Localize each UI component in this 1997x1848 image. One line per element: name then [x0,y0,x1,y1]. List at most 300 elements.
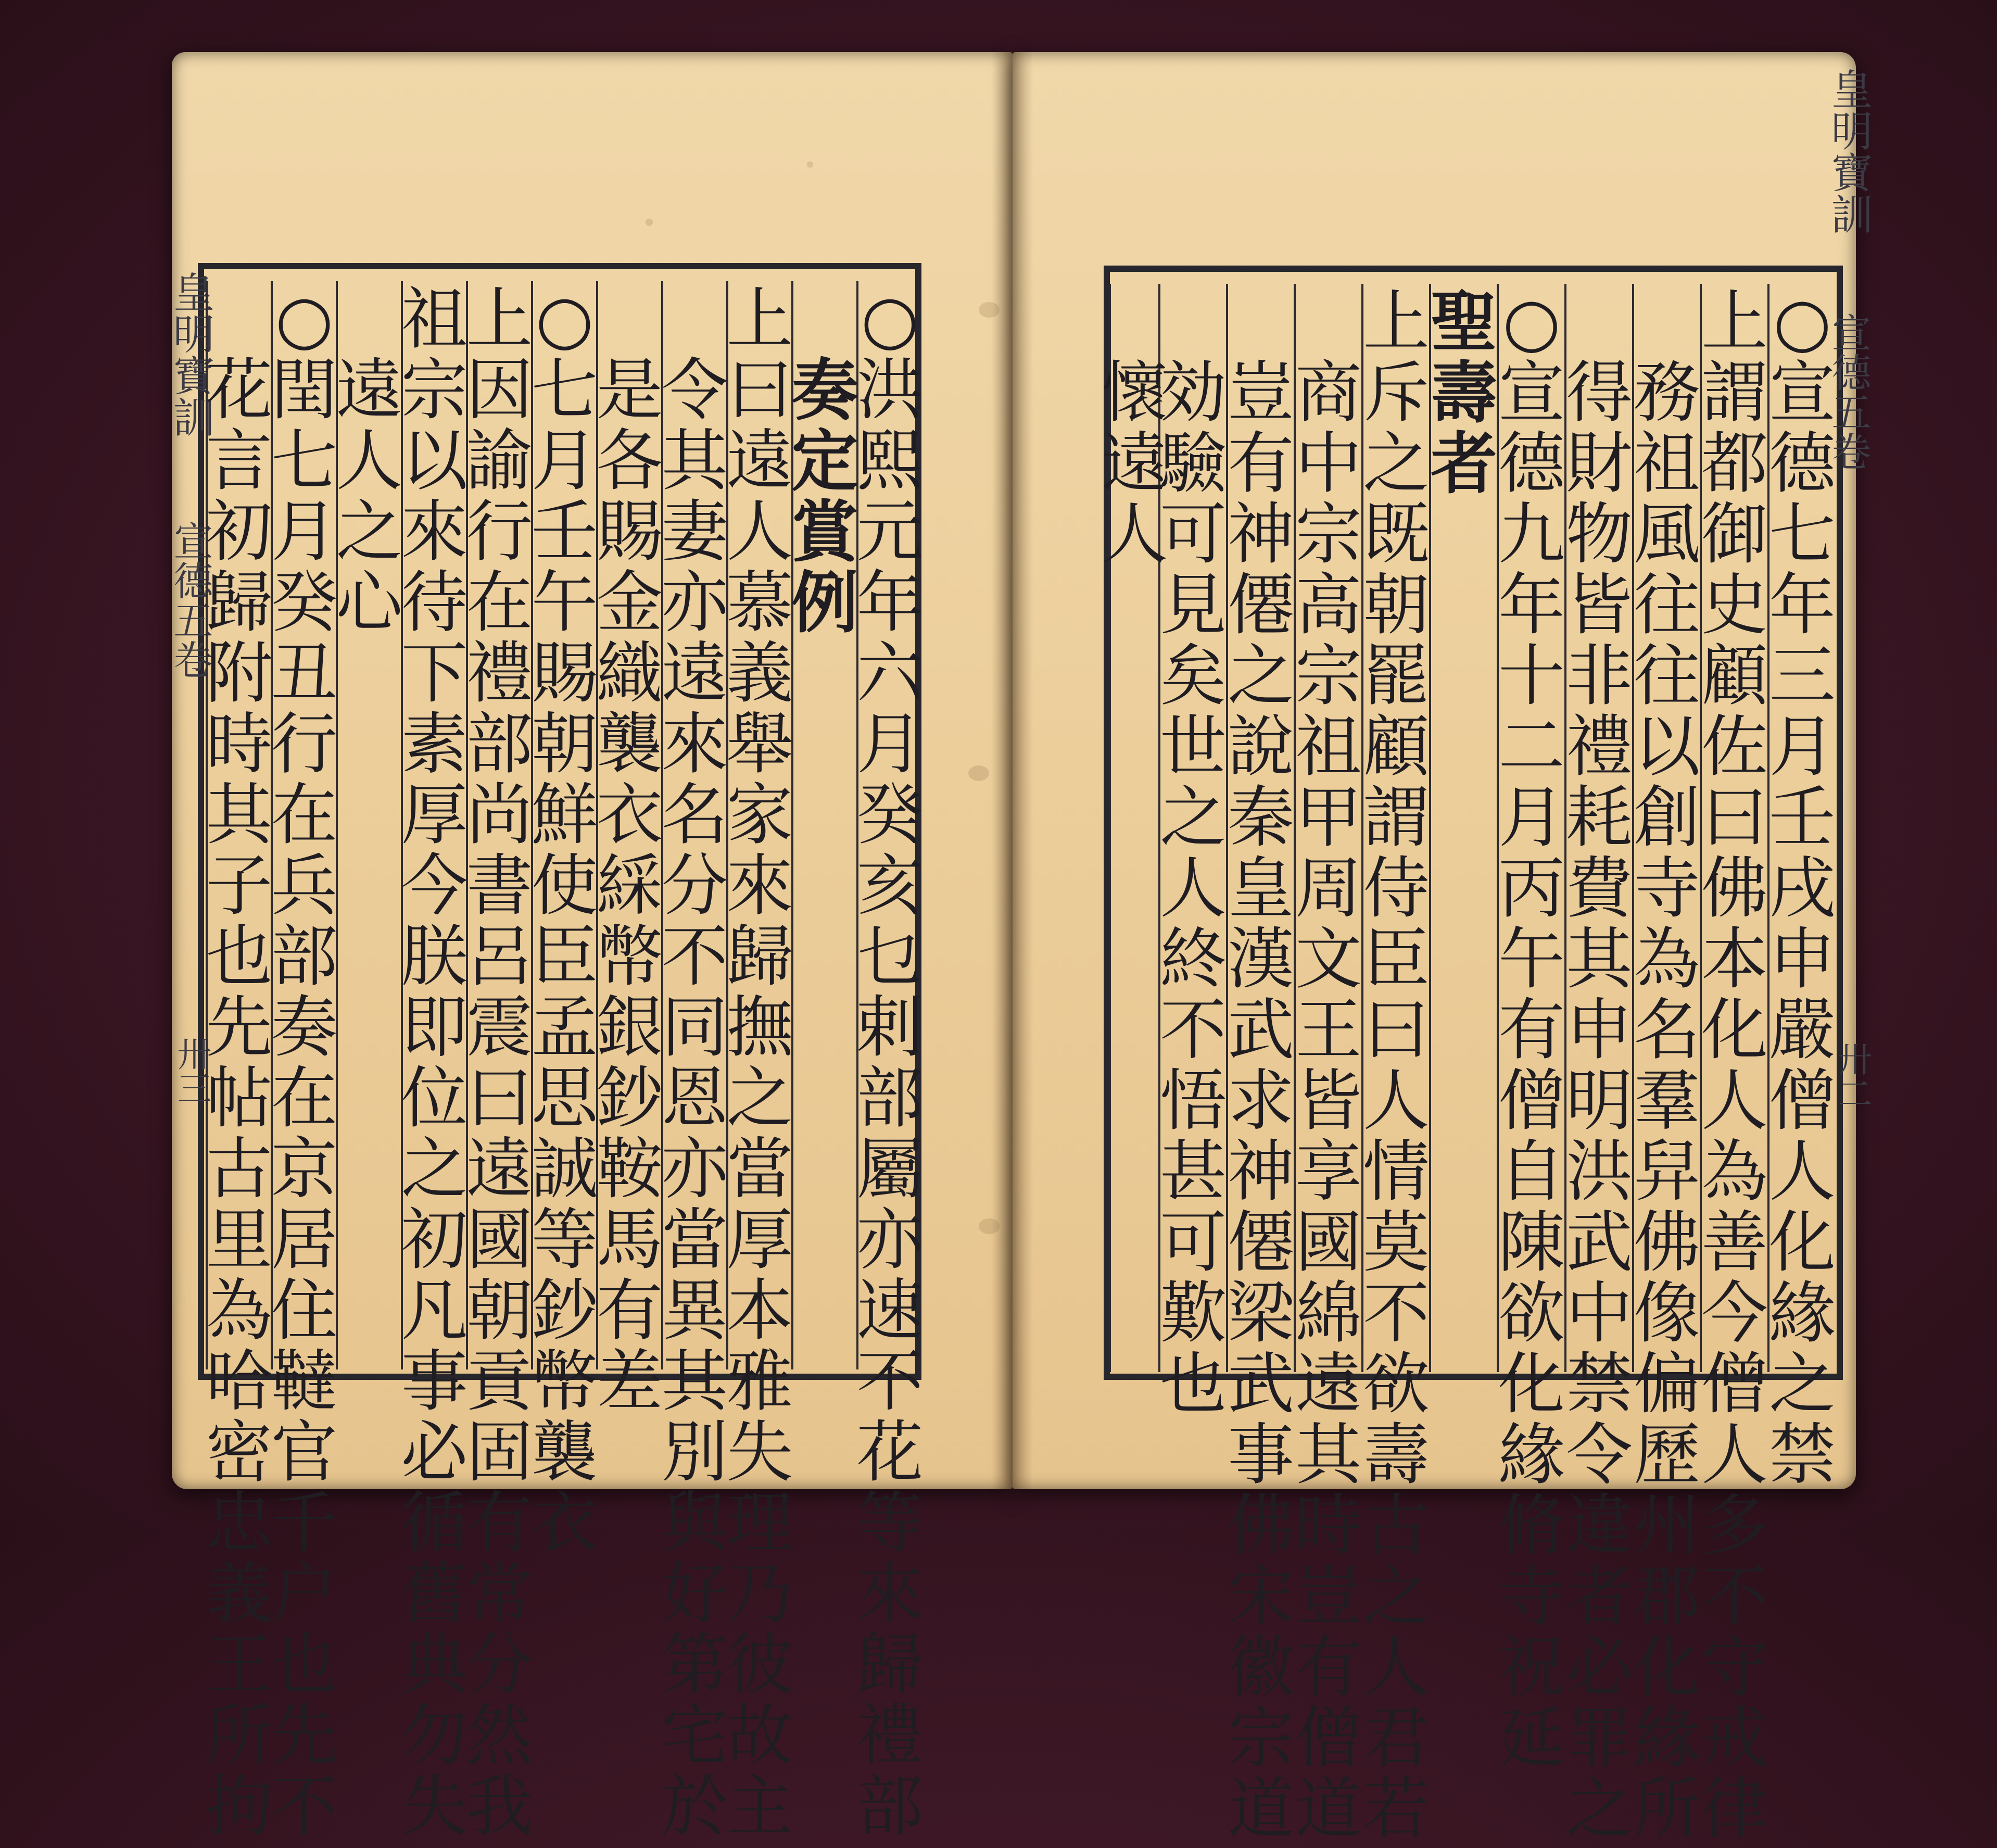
glyph: 月 [1498,779,1565,857]
glyph: 為 [1633,921,1700,998]
glyph: 使 [531,847,598,925]
glyph: 九 [1498,496,1565,573]
glyph: 罷 [1362,637,1430,715]
glyph: 來 [661,706,728,783]
glyph: 偏 [1633,1346,1700,1423]
glyph: 分 [661,847,728,925]
glyph: 宣 [1498,354,1565,432]
glyph: 化 [1701,991,1768,1069]
glyph: 之 [336,493,403,571]
glyph: 丑 [271,635,338,712]
glyph: 六 [856,635,924,712]
glyph: 哈 [206,1343,273,1420]
glyph: 祖 [401,281,468,358]
glyph: 來 [726,847,793,925]
right-edge-subtitle-text: 宣德五卷 [1825,312,1872,471]
glyph: 洪 [856,351,924,429]
glyph: 月 [1768,708,1836,786]
left-column-8 [401,281,468,1845]
glyph: 衣 [596,776,663,854]
glyph: 是 [596,351,663,429]
glyph: 癸 [271,564,338,642]
glyph: 厚 [726,1201,793,1279]
glyph: 不 [271,1768,338,1845]
glyph: 武 [1227,1346,1294,1423]
glyph: 行 [466,493,533,571]
right-column-11 [1101,284,1168,1372]
glyph: 國 [1295,1204,1362,1281]
glyph: 斥 [1362,354,1430,432]
column-text [1560,284,1638,1847]
glyph: 鞍 [596,1130,663,1208]
glyph: 所 [206,1697,273,1775]
glyph: 心 [336,564,403,642]
glyph: 所 [1633,1770,1700,1848]
glyph: 故 [726,1697,793,1775]
glyph: 僧 [1498,1062,1565,1140]
glyph: 侍 [1362,850,1430,927]
glyph: 寺 [1498,1558,1565,1636]
glyph: 以 [1633,708,1700,786]
glyph: ○ [275,281,334,358]
glyph: 宣 [1768,354,1836,432]
glyph: 壬 [531,493,598,571]
glyph: 本 [726,1272,793,1350]
glyph: ○ [1502,283,1561,361]
left-edge-subtitle-text: 宣德五卷 [167,521,213,679]
glyph: 甚 [1159,1133,1227,1211]
glyph: 年 [1498,567,1565,644]
glyph: 彼 [726,1626,793,1704]
glyph: 禮 [856,1697,924,1775]
glyph: 郡 [1633,1558,1700,1636]
glyph: 誠 [531,1130,598,1208]
glyph: 厚 [401,776,468,854]
glyph: 人 [726,493,793,571]
glyph: 諭 [466,422,533,500]
glyph: 因 [466,351,533,429]
glyph: 各 [596,422,663,500]
glyph: 律 [1701,1770,1768,1848]
glyph: 月 [531,422,598,500]
glyph: 德 [1498,425,1565,502]
glyph: 七 [1768,496,1836,573]
glyph: 壽 [1362,1416,1430,1494]
glyph: 例 [791,564,858,642]
glyph: 里 [206,1201,273,1279]
glyph: 初 [206,493,273,571]
glyph: 來 [401,493,468,571]
glyph: 等 [531,1201,598,1279]
glyph: 兵 [271,847,338,925]
glyph: 年 [1768,567,1836,644]
glyph: 之 [1565,1770,1633,1848]
glyph: 在 [271,1060,338,1137]
glyph: 定 [791,422,858,500]
glyph: 初 [401,1201,468,1279]
glyph: 令 [1565,1416,1633,1494]
glyph: 有 [596,1272,663,1350]
glyph: 戌 [1768,850,1836,927]
left-column-10 [271,281,338,1845]
glyph: 中 [1565,1275,1633,1352]
column-text [1222,284,1300,1847]
glyph: 呂 [466,918,533,996]
glyph: 金 [596,564,663,642]
glyph: 謂 [1701,354,1768,432]
column-text [1096,284,1174,572]
glyph: 令 [661,351,728,429]
glyph: 僊 [1227,567,1294,644]
glyph: 壬 [1768,779,1836,857]
column-text [1357,284,1435,1847]
glyph: 密 [206,1414,273,1491]
glyph: 朝 [1362,567,1430,644]
glyph: 曰 [1362,991,1430,1069]
glyph: 今 [1701,1275,1768,1352]
glyph: 京 [271,1130,338,1208]
glyph: 見 [1159,567,1227,644]
glyph: 也 [271,1626,338,1704]
glyph: 武 [1565,1204,1633,1281]
glyph: 不 [856,1343,924,1420]
glyph: 鈔 [531,1272,598,1350]
glyph: 也 [206,918,273,996]
glyph: 守 [1701,1629,1768,1706]
glyph: 佛 [1227,1487,1294,1565]
glyph: 祖 [1295,708,1362,786]
glyph: 即 [401,989,468,1066]
glyph: 勿 [401,1697,468,1775]
glyph: 雅 [726,1343,793,1420]
glyph: 申 [1768,921,1836,998]
glyph: 人 [1101,496,1168,573]
glyph: 為 [1701,1133,1768,1211]
glyph: 宗 [1227,1700,1294,1777]
glyph: 義 [726,635,793,712]
glyph: 梁 [1227,1275,1294,1352]
glyph: 禮 [1565,708,1633,786]
glyph: 失 [401,1768,468,1845]
glyph: 之 [1227,637,1294,715]
glyph: 陳 [1498,1204,1565,1281]
glyph: 謂 [1362,779,1430,857]
glyph: 與 [661,1485,728,1562]
glyph: 財 [1565,425,1633,502]
glyph: 罪 [1565,1700,1633,1777]
glyph: 震 [466,989,533,1066]
glyph: 王 [1295,991,1362,1069]
glyph: 亦 [661,564,728,642]
glyph: 君 [1362,1700,1430,1777]
glyph: 月 [271,493,338,571]
column-text [1425,284,1503,501]
right-column-5 [1497,283,1565,1777]
glyph: 在 [271,776,338,854]
glyph: 剌 [856,989,924,1066]
glyph: 不 [661,918,728,996]
glyph: 馬 [596,1201,663,1279]
right-column-9 [1226,284,1294,1848]
glyph: 化 [1633,1629,1700,1706]
glyph: 事 [401,1343,468,1420]
glyph: 違 [1565,1487,1633,1565]
glyph: 衣 [531,1485,598,1562]
left-column-5 [596,281,663,1420]
glyph: 然 [466,1697,533,1775]
glyph: 僧 [1295,1700,1362,1777]
glyph: 羣 [1633,1062,1700,1140]
glyph: 銀 [596,989,663,1066]
glyph: 好 [661,1555,728,1633]
glyph: 其 [661,422,728,500]
glyph: 僧 [1768,1062,1836,1140]
glyph: 午 [531,564,598,642]
glyph: 部 [466,706,533,783]
glyph: 子 [206,847,273,925]
glyph: 文 [1295,921,1362,998]
glyph: 上 [1362,283,1430,361]
glyph: 必 [1565,1629,1633,1706]
glyph: 古 [206,1130,273,1208]
left-column-6 [531,281,598,1562]
glyph: 千 [271,1485,338,1562]
paper-spot [807,161,813,168]
glyph: 可 [1159,1204,1227,1281]
glyph: 顧 [1362,708,1430,786]
glyph: 拘 [206,1768,273,1845]
glyph: 待 [401,564,468,642]
column-text [1763,284,1841,1493]
right-column-1 [1767,283,1836,1494]
glyph: 等 [856,1485,924,1562]
glyph: 朕 [401,918,468,996]
left-column-11 [206,281,273,1845]
left-edge-title-text: 皇明寶訓 [166,271,214,437]
glyph: 曰 [466,1060,533,1137]
glyph: 遠 [726,422,793,500]
glyph: 秦 [1227,779,1294,857]
glyph: 凡 [401,1272,468,1350]
glyph: 緣 [1498,1416,1565,1494]
glyph: 其 [1295,1416,1362,1494]
right-edge-title-text: 皇明寶訓 [1824,68,1873,234]
glyph: 賜 [596,493,663,571]
paper-spot [646,219,653,226]
glyph: 有 [1295,1629,1362,1706]
glyph: 素 [401,706,468,783]
column-text [200,281,279,1844]
left-column-3 [726,281,793,1845]
glyph: 三 [1768,637,1836,715]
glyph: 欲 [1362,1346,1430,1423]
glyph: 其 [206,776,273,854]
glyph: 明 [1565,1062,1633,1140]
glyph: 行 [271,706,338,783]
column-text [1696,284,1774,1847]
glyph: 尚 [466,776,533,854]
glyph: 必 [401,1414,468,1491]
glyph: 歸 [726,918,793,996]
glyph: 延 [1498,1700,1565,1777]
glyph: 名 [1633,991,1700,1069]
glyph: 元 [856,493,924,571]
glyph: 州 [1633,1487,1700,1565]
glyph: 忠 [206,1485,273,1562]
glyph: 非 [1565,637,1633,715]
glyph: 人 [336,422,403,500]
glyph: 亦 [856,1201,924,1279]
glyph: 之 [726,1060,793,1137]
glyph: 既 [1362,496,1430,573]
glyph: 乃 [726,1555,793,1633]
glyph: 二 [1498,708,1565,786]
right-column-2 [1700,283,1768,1848]
right-column-3 [1632,284,1700,1848]
glyph: 物 [1565,496,1633,573]
glyph: 於 [661,1768,728,1845]
glyph: 花 [856,1414,924,1491]
glyph: 世 [1159,708,1227,786]
glyph: 申 [1565,991,1633,1069]
book-gutter [992,52,1033,1489]
glyph: 費 [1565,850,1633,927]
glyph: 不 [1159,991,1227,1069]
glyph: 若 [1362,1770,1430,1848]
glyph: 都 [1701,425,1768,502]
glyph: 固 [466,1414,533,1491]
left-column-4 [661,281,728,1845]
glyph: 人 [1701,1062,1768,1140]
column-text [1290,284,1368,1847]
glyph: 御 [1701,496,1768,573]
glyph: 第 [661,1626,728,1704]
right-edge-title [1824,68,1873,234]
glyph: 佛 [1633,1204,1700,1281]
glyph: 求 [1227,1062,1294,1140]
glyph: 朝 [531,706,598,783]
glyph: 中 [1295,425,1362,502]
glyph: 部 [856,1060,924,1137]
glyph: 七 [531,351,598,429]
glyph: 往 [1633,567,1700,644]
glyph: 年 [856,564,924,642]
glyph: 綿 [1295,1275,1362,1352]
glyph: 豈 [1227,354,1294,432]
glyph: 聖 [1430,283,1497,361]
glyph: 其 [661,1343,728,1420]
glyph: 異 [661,1272,728,1350]
glyph: 道 [1227,1770,1294,1848]
glyph: 宋 [1227,1558,1294,1636]
glyph: 不 [1362,1275,1430,1352]
glyph: 歸 [206,564,273,642]
glyph: 人 [1701,1416,1768,1494]
glyph: 下 [401,635,468,712]
glyph: 失 [726,1414,793,1491]
glyph: 恩 [661,1060,728,1137]
glyph: 差 [596,1343,663,1420]
glyph: 顧 [1701,637,1768,715]
glyph: 者 [1430,425,1497,503]
glyph: 撫 [726,989,793,1066]
glyph: 耗 [1565,779,1633,857]
glyph: 帖 [206,1060,273,1137]
glyph: 武 [1227,991,1294,1069]
glyph: 十 [1498,637,1565,715]
glyph: 有 [1498,991,1565,1069]
glyph: 居 [271,1201,338,1279]
glyph: 洪 [1565,1133,1633,1211]
glyph: 屬 [856,1130,924,1208]
glyph: 言 [206,422,273,500]
glyph: 今 [401,847,468,925]
glyph: 可 [1159,496,1227,573]
glyph: 本 [1701,921,1768,998]
glyph: 宗 [1295,637,1362,715]
glyph: 遠 [336,351,403,429]
glyph: 僊 [1227,1204,1294,1281]
glyph: 之 [401,1130,468,1208]
glyph: 曰 [1701,779,1768,857]
glyph: 户 [271,1555,338,1633]
glyph: 禁 [1768,1416,1836,1494]
glyph: 人 [1362,1062,1430,1140]
glyph: 月 [856,706,924,783]
glyph: 懷 [1101,354,1168,432]
glyph: 不 [1701,1558,1768,1636]
glyph: 之 [1768,1346,1836,1423]
glyph: 壽 [1430,354,1497,432]
glyph: 癸 [856,776,924,854]
glyph: 主 [726,1768,793,1845]
glyph: 往 [1633,637,1700,715]
glyph: 善 [1701,1204,1768,1281]
glyph: 書 [466,847,533,925]
glyph: ○ [861,281,919,358]
glyph: 之 [1362,425,1430,502]
column-text [1628,284,1706,1847]
glyph: 部 [856,1768,924,1845]
glyph: 莫 [1362,1204,1430,1281]
glyph: 歷 [1633,1416,1700,1494]
glyph: 來 [856,1555,924,1633]
glyph: ○ [535,281,594,358]
glyph: 同 [661,989,728,1066]
glyph: 道 [1295,1770,1362,1848]
glyph: 禁 [1565,1346,1633,1423]
glyph: 宗 [401,351,468,429]
glyph: 朝 [466,1272,533,1350]
glyph: 事 [1227,1416,1294,1494]
glyph: 甲 [1295,779,1362,857]
glyph: 多 [1701,1487,1768,1565]
glyph: 賞 [791,493,858,571]
glyph: 當 [661,1201,728,1279]
glyph: 幣 [531,1343,598,1420]
glyph: 襲 [596,706,663,783]
glyph: 附 [206,635,273,712]
glyph: 義 [206,1555,273,1633]
right-column-4 [1564,284,1633,1848]
right-column-8 [1294,284,1362,1848]
glyph: 悟 [1159,1062,1227,1140]
glyph: 皆 [1565,567,1633,644]
glyph: 人 [1159,850,1227,927]
glyph: 分 [466,1626,533,1704]
glyph: 理 [726,1485,793,1562]
glyph: 曰 [726,351,793,429]
